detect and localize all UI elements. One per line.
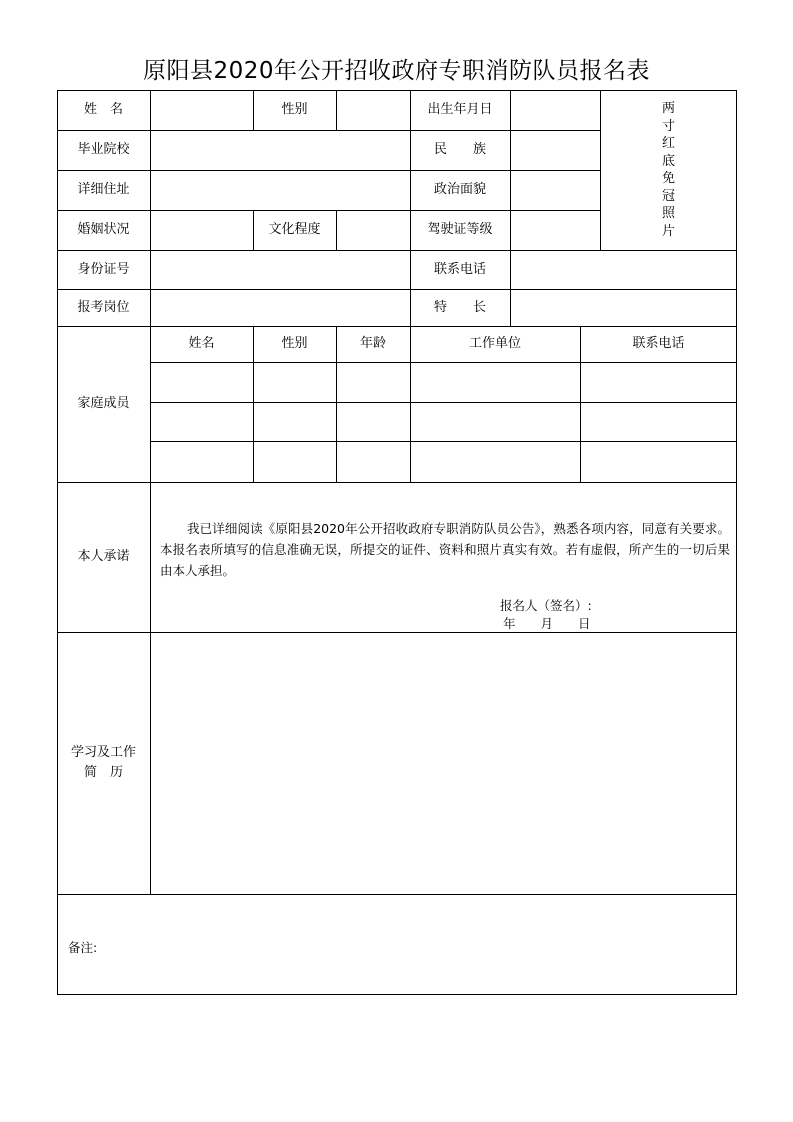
input-address[interactable] (151, 171, 410, 210)
family-header-name: 姓名 (188, 336, 215, 351)
label-remarks: 备注: (68, 940, 98, 955)
label-pledge: 本人承诺 (77, 549, 130, 564)
label-gender: 性别 (281, 102, 308, 117)
input-remarks[interactable] (110, 895, 737, 994)
photo-char: 免 (661, 171, 675, 186)
input-resume[interactable] (151, 633, 737, 894)
label-education: 文化程度 (268, 222, 321, 237)
input-birth-date[interactable] (511, 91, 600, 130)
input-school[interactable] (151, 131, 410, 170)
family-row[interactable] (151, 442, 737, 482)
label-license-level: 驾驶证等级 (427, 222, 493, 237)
label-name: 姓 名 (83, 102, 123, 117)
input-marital-status[interactable] (151, 211, 253, 250)
label-address: 详细住址 (77, 182, 130, 197)
date-line: 年 月 日 (503, 616, 591, 631)
input-political-status[interactable] (511, 171, 600, 210)
label-resume (57, 632, 150, 894)
photo-char: 红 (661, 136, 675, 151)
input-phone[interactable] (511, 251, 737, 289)
input-education[interactable] (337, 211, 410, 250)
label-birth-date: 出生年月日 (427, 102, 493, 117)
family-row[interactable] (151, 363, 737, 402)
photo-placeholder[interactable] (600, 90, 737, 250)
input-ethnicity[interactable] (511, 131, 600, 170)
family-header-age: 年龄 (359, 336, 386, 351)
label-school: 毕业院校 (77, 142, 130, 157)
label-id-number: 身份证号 (77, 261, 130, 277)
input-name[interactable] (151, 91, 253, 130)
input-license-level[interactable] (511, 211, 600, 250)
label-family: 家庭成员 (77, 396, 130, 411)
input-id-number[interactable] (151, 251, 410, 289)
photo-char: 寸 (661, 118, 675, 134)
photo-char: 冠 (661, 188, 675, 204)
photo-char: 两 (661, 101, 675, 116)
input-specialty[interactable] (511, 290, 737, 326)
label-political-status: 政治面貌 (433, 182, 486, 197)
label-resume-line2: 简 历 (83, 765, 123, 780)
photo-char: 片 (661, 223, 675, 239)
input-gender[interactable] (337, 91, 410, 130)
label-ethnicity: 民 族 (433, 142, 486, 157)
photo-char: 底 (661, 153, 675, 169)
family-header-gender: 性别 (281, 336, 308, 351)
signature-label: 报名人（签名）: (500, 598, 592, 613)
label-marital-status: 婚姻状况 (77, 222, 130, 237)
photo-char: 照 (661, 206, 675, 221)
input-position[interactable] (151, 290, 410, 326)
label-specialty: 特 长 (433, 299, 486, 315)
label-phone: 联系电话 (433, 261, 486, 277)
family-header-employer: 工作单位 (468, 336, 521, 351)
family-header-phone: 联系电话 (632, 336, 685, 351)
family-row[interactable] (151, 403, 737, 441)
form-title: 原阳县2020年公开招收政府专职消防队员报名表 (142, 58, 651, 84)
label-position: 报考岗位 (77, 299, 130, 315)
label-resume-line1: 学习及工作 (70, 745, 136, 760)
pledge-text: 我已详细阅读《原阳县2020年公开招收政府专职消防队员公告》，熟悉各项内容，同意有关要求。本报名表所填写的信息准确无误，所提交的证件、资料和照片真实有效。若有虚假，所产生的一切后果由本人承担。 (160, 521, 730, 578)
